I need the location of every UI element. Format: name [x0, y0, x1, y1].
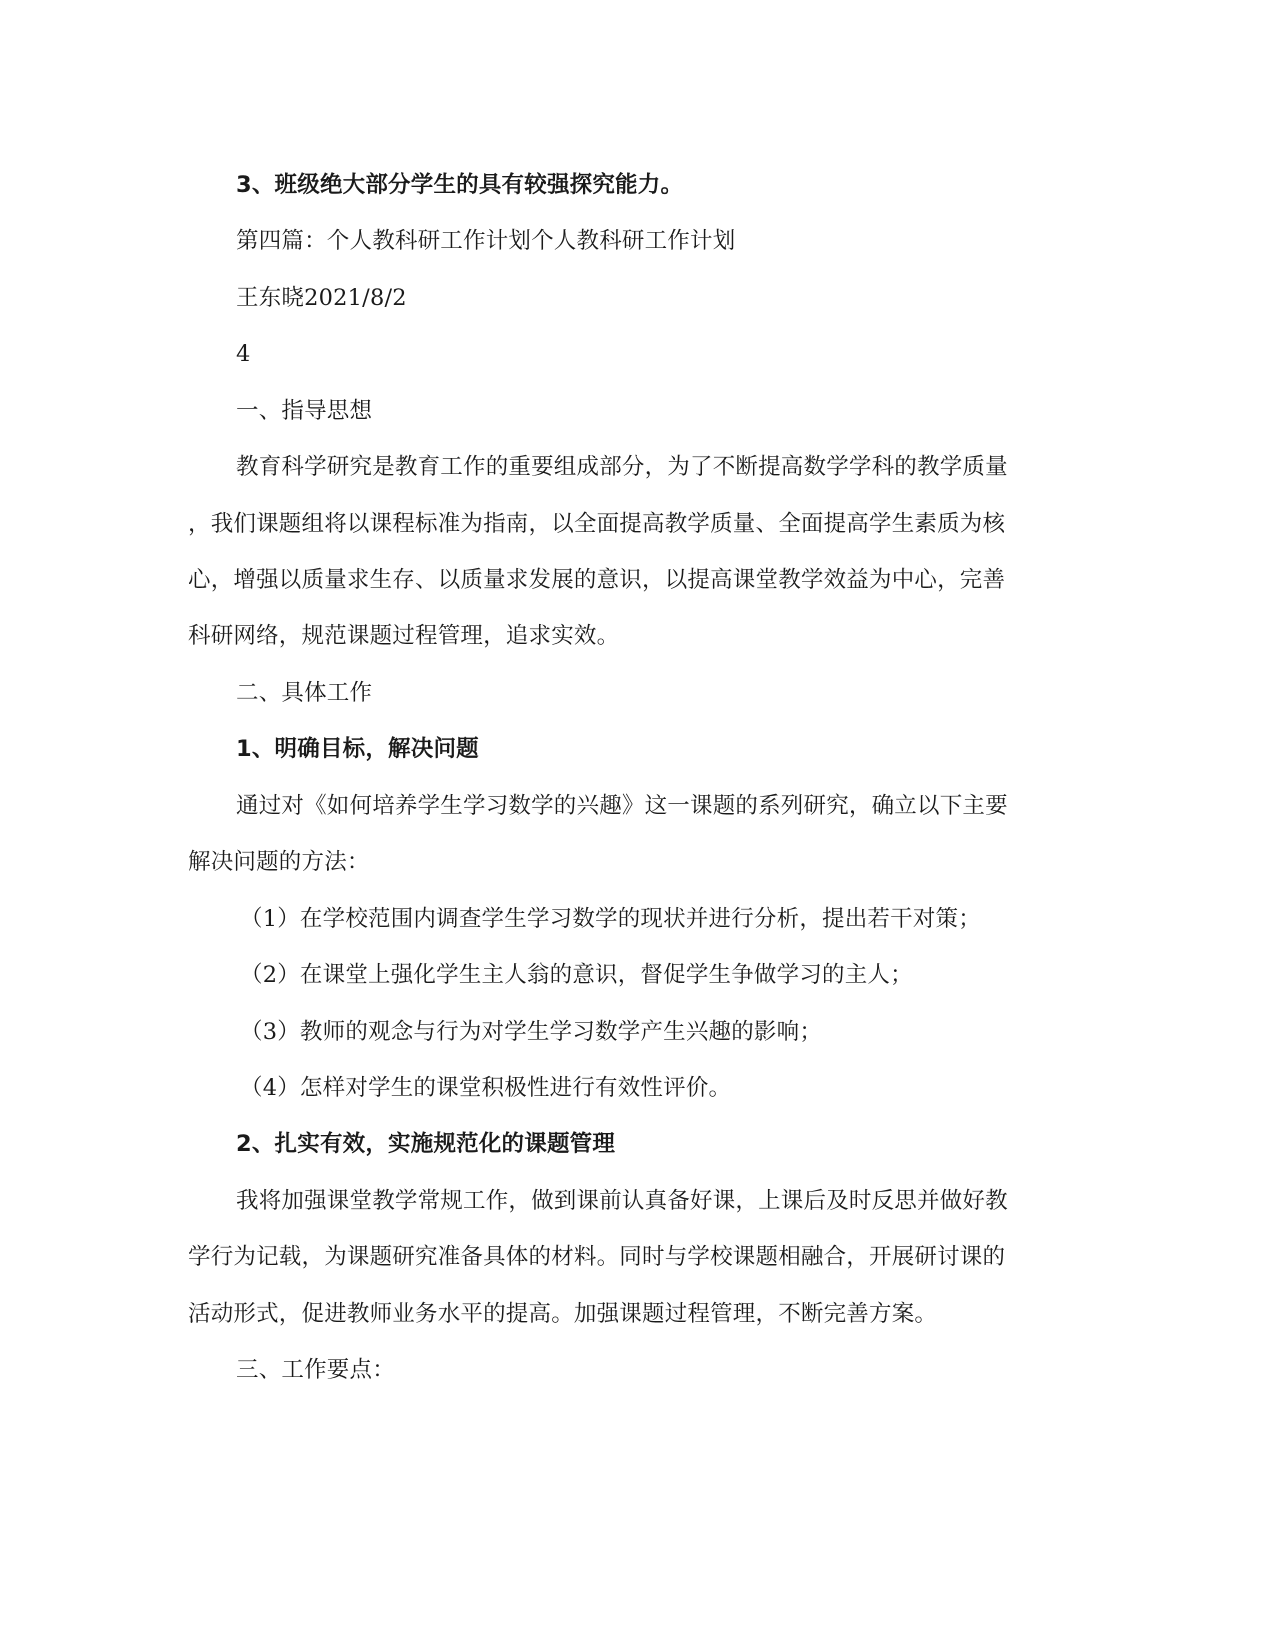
list-item: （4）怎样对学生的课堂积极性进行有效性评价。: [240, 1075, 732, 1101]
paragraph-line: 通过对《如何培养学生学习数学的兴趣》这一课题的系列研究，确立以下主要: [236, 793, 1008, 819]
paragraph-line: 教育科学研究是教育工作的重要组成部分，为了不断提高数学学科的教学质量: [236, 454, 1008, 480]
paragraph-line: 科研网络，规范课题过程管理，追求实效。: [188, 623, 620, 649]
subheading-2: 2、扎实有效，实施规范化的课题管理: [236, 1131, 616, 1157]
paragraph-line: 活动形式，促进教师业务水平的提高。加强课题过程管理，不断完善方案。: [188, 1301, 938, 1327]
paragraph-line: ，我们课题组将以课程标准为指南，以全面提高教学质量、全面提高学生素质为核: [188, 511, 1006, 537]
numbered-heading-3: 3、班级绝大部分学生的具有较强探究能力。: [236, 172, 684, 198]
date-continuation: 4: [236, 341, 251, 367]
subheading-1: 1、明确目标，解决问题: [236, 736, 479, 762]
section-heading-2: 二、具体工作: [236, 680, 373, 706]
section-heading-1: 一、指导思想: [236, 398, 373, 424]
list-item: （3）教师的观念与行为对学生学习数学产生兴趣的影响；: [240, 1019, 823, 1045]
paragraph-line: 解决问题的方法：: [188, 849, 370, 875]
paragraph-line: 心，增强以质量求生存、以质量求发展的意识，以提高课堂教学效益为中心，完善: [188, 567, 1006, 593]
list-item: （1）在学校范围内调查学生学习数学的现状并进行分析，提出若干对策；: [240, 906, 981, 932]
section-heading-3: 三、工作要点：: [236, 1357, 395, 1383]
author-date: 王东晓2021/8/2: [236, 285, 407, 311]
list-item: （2）在课堂上强化学生主人翁的意识，督促学生争做学习的主人；: [240, 962, 913, 988]
paragraph-line: 我将加强课堂教学常规工作，做到课前认真备好课，上课后及时反思并做好教: [236, 1188, 1008, 1214]
article-title: 第四篇：个人教科研工作计划个人教科研工作计划: [236, 228, 736, 254]
paragraph-line: 学行为记载，为课题研究准备具体的材料。同时与学校课题相融合，开展研讨课的: [188, 1244, 1006, 1270]
